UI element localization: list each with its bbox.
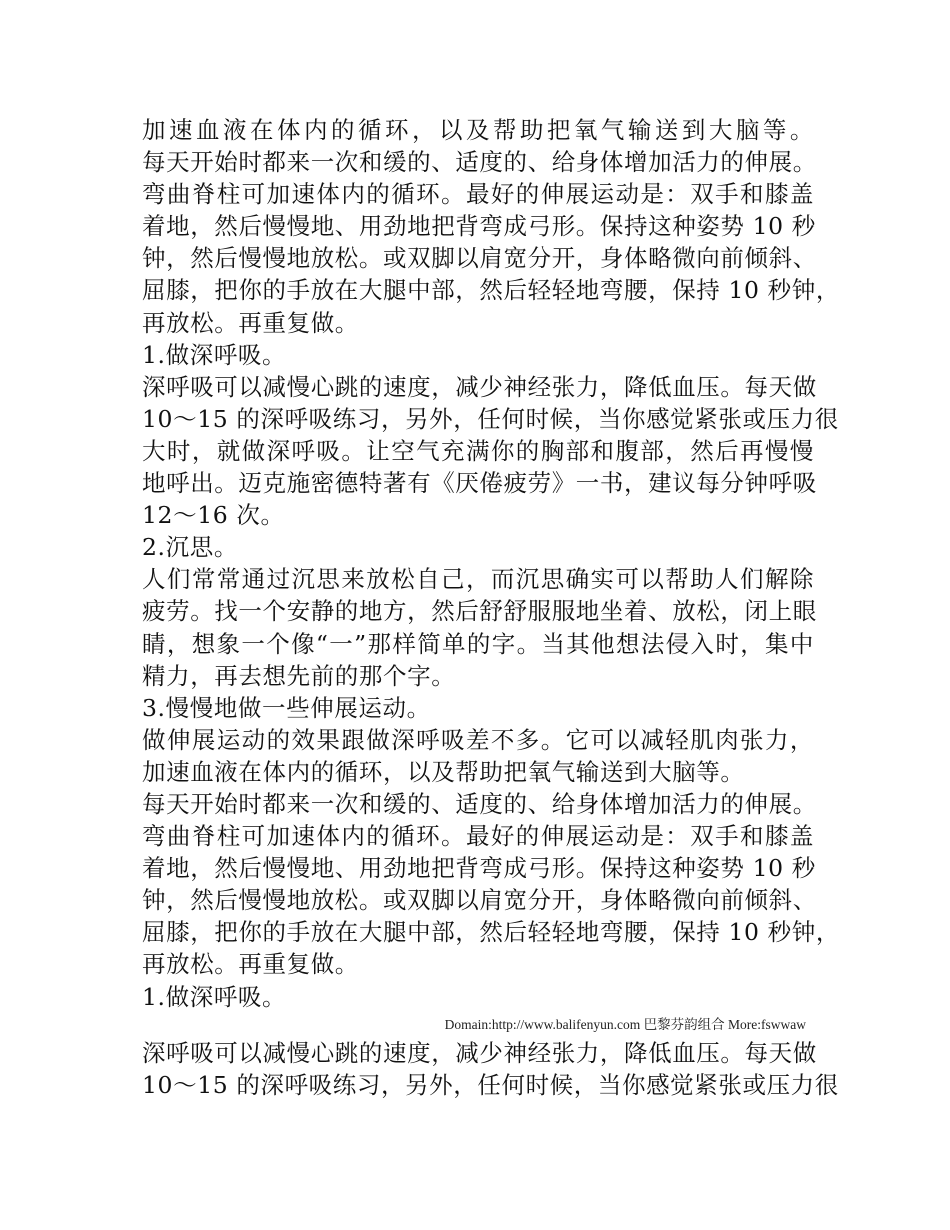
section-heading: 2.沉思。 [142,533,238,562]
text-line: 做伸展运动的效果跟做深呼吸差不多。它可以减轻肌肉张力， [142,725,814,754]
text-line: 加速血液在体内的循环，以及帮助把氧气输送到大脑等。 [142,116,814,144]
text-line: 疲劳。找一个安静的地方，然后舒舒服服地坐着、放松，闭上眼 [142,597,817,626]
text-line: 再放松。再重复做。 [142,308,359,337]
text-line: 每天开始时都来一次和缓的、适度的、给身体增加活力的伸展。 [142,148,817,177]
text-line: 钟，然后慢慢地放松。或双脚以肩宽分开，身体略微向前倾斜、 [142,886,817,915]
section-heading: 1.做深呼吸。 [142,340,287,369]
section-heading: 3.慢慢地做一些伸展运动。 [142,693,431,722]
text-line: 人们常常通过沉思来放松自己，而沉思确实可以帮助人们解除 [142,565,814,594]
text-line: 地呼出。迈克施密德特著有《厌倦疲劳》一书，建议每分钟呼吸 [142,469,817,498]
text-line: 每天开始时都来一次和缓的、适度的、给身体增加活力的伸展。 [142,789,817,818]
text-line: 10～15 的深呼吸练习，另外，任何时候，当你感觉紧张或压力很 [142,404,839,433]
text-line: 弯曲脊柱可加速体内的循环。最好的伸展运动是：双手和膝盖 [142,822,814,851]
text-line: 12～16 次。 [142,501,285,530]
text-line: 加速血液在体内的循环，以及帮助把氧气输送到大脑等。 [142,757,745,786]
text-block-2 [142,1037,839,1101]
text-line: 10～15 的深呼吸练习，另外，任何时候，当你感觉紧张或压力很 [142,1070,839,1099]
text-line: 钟，然后慢慢地放松。或双脚以肩宽分开，身体略微向前倾斜、 [142,244,817,273]
text-line: 深呼吸可以减慢心跳的速度，减少神经张力，降低血压。每天做 [142,372,817,401]
text-line: 屈膝，把你的手放在大腿中部，然后轻轻地弯腰，保持 10 秒钟， [142,918,840,947]
document-page [142,114,840,1101]
text-line: 深呼吸可以减慢心跳的速度，减少神经张力，降低血压。每天做 [142,1038,817,1067]
text-line: 睛，想象一个像“一”那样简单的字。当其他想法侵入时，集中 [142,629,814,658]
page-footer-note: Domain:http://www.balifenyun.com 巴黎芬韵组合 More:fswwaw [444,1016,806,1032]
text-line: 大时，就做深呼吸。让空气充满你的胸部和腹部，然后再慢慢 [142,436,814,465]
text-line: 着地，然后慢慢地、用劲地把背弯成弓形。保持这种姿势 10 秒 [142,854,816,883]
text-line: 着地，然后慢慢地、用劲地把背弯成弓形。保持这种姿势 10 秒 [142,212,816,241]
text-line: 屈膝，把你的手放在大腿中部，然后轻轻地弯腰，保持 10 秒钟， [142,276,840,305]
text-line: 再放松。再重复做。 [142,950,359,979]
text-line: 弯曲脊柱可加速体内的循环。最好的伸展运动是：双手和膝盖 [142,180,814,209]
text-block-1 [142,114,840,1013]
text-line: 精力，再去想先前的那个字。 [142,661,456,690]
section-heading: 1.做深呼吸。 [142,982,287,1011]
